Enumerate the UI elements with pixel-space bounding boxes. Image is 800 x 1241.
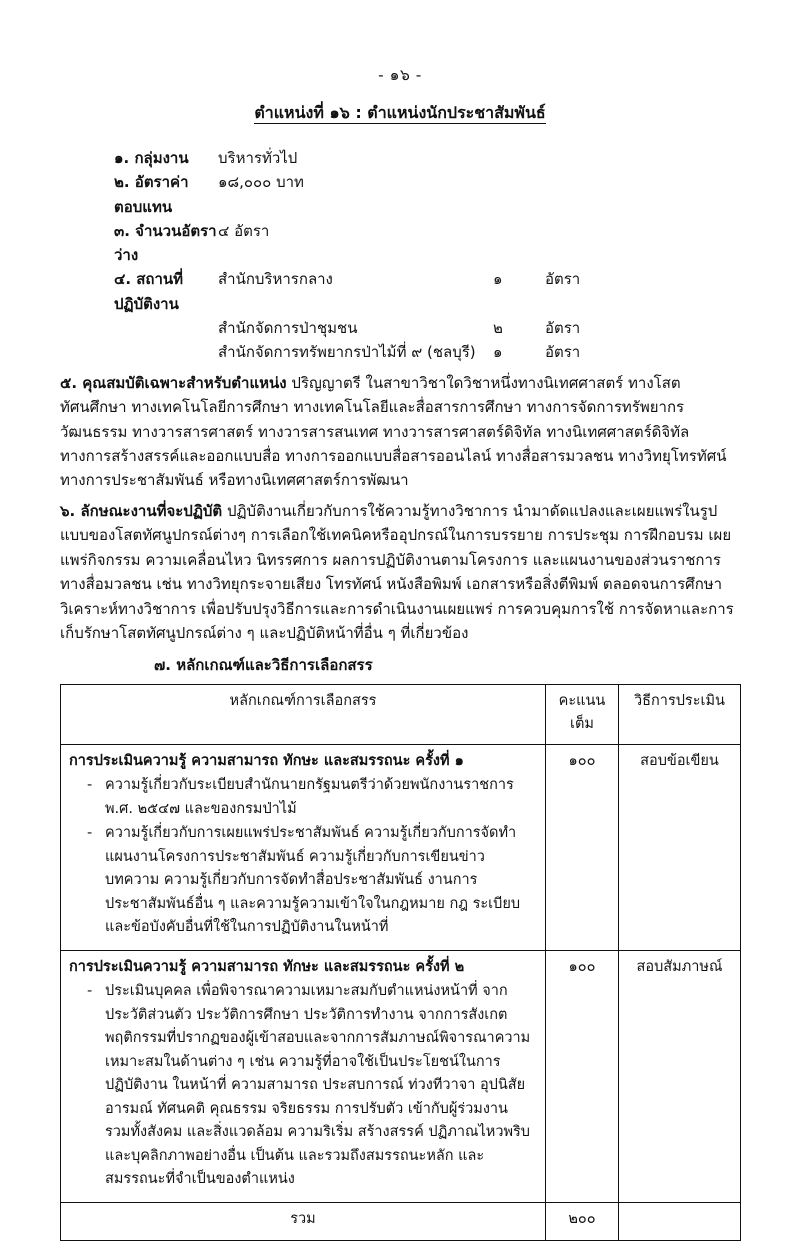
criteria-cell	[61, 744, 546, 950]
workplace-name: สำนักจัดการทรัพยากรป่าไม้ที่ ๙ (ชลบุรี)	[218, 343, 476, 362]
field-label-salary: ๒. อัตราค่าตอบแทน	[114, 173, 189, 216]
workplace-unit: อัตรา	[545, 319, 581, 338]
workplace-unit: อัตรา	[545, 270, 581, 289]
list-item-text: ประเมินบุคคล เพื่อพิจารณาความเหมาะสมกับตำแหน่งหน้าที่ จากประวัติส่วนตัว ประวัติการศึกษา ประวัติการทำงาน จากการสังเกตพฤติกรรมที่ปรากฏของผู้เข้าสอบและจากการสัมภาษณ์พิจารณาความเหมาะสมในด้านต่าง ๆ เช่น ความรู้ที่อาจใช้เป็นประโยชน์ในการปฏิบัติงาน ในหน้าที่ ความสามารถ ประสบการณ์ ท่วงทีวาจา อุปนิสัย อารมณ์ ทัศนคติ คุณธรรม จริยธรรม การปรับตัว เข้ากับผู้ร่วมงาน รวมทั้งสังคม และสิ่งแวดล้อม ความริเริ่ม สร้างสรรค์ ปฏิภาณไหวพริบ และบุคลิกภาพอย่างอื่น เป็นต้น และรวมถึงสมรรถนะหลัก และสมรรถนะที่จำเป็นของตำแหน่ง	[105, 983, 531, 1188]
workplace-count: ๑	[493, 343, 503, 362]
field-row	[60, 146, 740, 170]
section-qualifications	[60, 371, 740, 493]
criteria-title: การประเมินความรู้ ความสามารถ ทักษะ และสมรรถนะ ครั้งที่ ๑	[69, 752, 464, 769]
list-item	[69, 822, 537, 939]
field-value-salary: ๑๘,๐๐๐ บาท	[218, 173, 304, 192]
field-label-workplace: ๔. สถานที่ปฏิบัติงาน	[114, 270, 184, 313]
workplace-unit: อัตรา	[545, 343, 581, 362]
list-item-text: ความรู้เกี่ยวกับการเผยแพร่ประชาสัมพันธ์ ความรู้เกี่ยวกับการจัดทำแผนงานโครงการประชาสัมพันธ์ ความรู้เกี่ยวกับการเขียนข่าว บทความ ความรู้เกี่ยวกับการจัดทำสื่อประชาสัมพันธ์ งานการประชาสัมพันธ์อื่น ๆ และความรู้ความเข้าใจในกฎหมาย กฎ ระเบียบ และข้อบังคับอื่นที่ใช้ในการปฏิบัติงานในหน้าที่	[105, 825, 521, 936]
workplace-count: ๑	[493, 270, 503, 289]
list-item-text: ความรู้เกี่ยวกับระเบียบสำนักนายกรัฐมนตรีว่าด้วยพนักงานราชการ พ.ศ. ๒๕๔๗ และของกรมป่าไม้	[105, 777, 514, 817]
total-method	[619, 1202, 741, 1240]
method-cell: สอบข้อเขียน	[619, 744, 741, 950]
column-header-method: วิธีการประเมิน	[619, 684, 741, 744]
criteria-cell	[61, 950, 546, 1202]
section-qualifications-heading: ๕. คุณสมบัติเฉพาะสำหรับตำแหน่ง	[60, 373, 287, 392]
field-row-workplace	[60, 267, 740, 316]
section-qualifications-body: ปริญญาตรี ในสาขาวิชาใดวิชาหนึ่งทางนิเทศศาสตร์ ทางโสตทัศนศึกษา ทางเทคโนโลยีการศึกษา ทางเทคโนโลยีและสื่อสารการศึกษา ทางการจัดการทรัพยากรวัฒนธรรม ทางวารสารศาสตร์ ทางวารสารสนเทศ ทางวารสารศาสตร์ดิจิทัล ทางนิเทศศาสตร์ดิจิทัล ทางการสร้างสรรค์และออกแบบสื่อ ทางการออกแบบสื่อสารออนไลน์ ทางสื่อสารมวลชน ทางวิทยุโทรทัศน์ ทางการประชาสัมพันธ์ หรือทางนิเทศศาสตร์การพัฒนา	[60, 373, 727, 490]
page-title	[60, 101, 740, 126]
table-header-row	[61, 684, 741, 744]
field-label-group: ๑. กลุ่มงาน	[114, 149, 189, 167]
page-number: - ๑๖ -	[378, 66, 422, 84]
dash-icon: -	[87, 825, 93, 842]
table-row	[61, 744, 741, 950]
score-cell: ๑๐๐	[546, 950, 619, 1202]
section-selection-heading: ๗. หลักเกณฑ์และวิธีการเลือกสรร	[154, 656, 373, 675]
workplace-row	[60, 316, 740, 340]
criteria-title: การประเมินความรู้ ความสามารถ ทักษะ และสมรรถนะ ครั้งที่ ๒	[69, 958, 465, 975]
workplace-name: สำนักบริหารกลาง	[218, 270, 333, 289]
position-fields	[60, 146, 740, 365]
total-label: รวม	[61, 1202, 546, 1240]
list-item	[69, 980, 537, 1191]
workplace-row	[60, 340, 740, 364]
table-row	[61, 950, 741, 1202]
field-value-group: บริหารทั่วไป	[218, 149, 298, 167]
score-cell: ๑๐๐	[546, 744, 619, 950]
workplace-name: สำนักจัดการป่าชุมชน	[218, 319, 358, 338]
dash-icon: -	[87, 777, 93, 794]
criteria-bullet-list	[69, 774, 537, 939]
section-job-description-heading: ๖. ลักษณะงานที่จะปฏิบัติ	[60, 501, 223, 520]
list-item	[69, 774, 537, 821]
field-row	[60, 170, 740, 219]
criteria-bullet-list	[69, 980, 537, 1191]
method-cell: สอบสัมภาษณ์	[619, 950, 741, 1202]
field-row	[60, 219, 740, 268]
selection-criteria-table	[60, 684, 741, 1241]
table-total-row	[61, 1202, 741, 1240]
workplace-count: ๒	[493, 319, 503, 338]
section-job-description-body: ปฏิบัติงานเกี่ยวกับการใช้ความรู้ทางวิชาการ นำมาดัดแปลงและเผยแพร่ในรูปแบบของโสตทัศนูปกรณ์ต่างๆ การเลือกใช้เทคนิคหรืออุปกรณ์ในการบรรยาย การประชุม การฝึกอบรม เผยแพร่กิจกรรม ความเคลื่อนไหว นิทรรศการ ผลการปฏิบัติงานตามโครงการ และแผนงานของส่วนราชการทางสื่อมวลชน เช่น ทางวิทยุกระจายเสียง โทรทัศน์ หนังสือพิมพ์ เอกสารหรือสิ่งตีพิมพ์ ตลอดจนการศึกษาวิเคราะห์ทางวิชาการ เพื่อปรับปรุงวิธีการและการดำเนินงานเผยแพร่ การควบคุมการใช้ การจัดหาและการเก็บรักษาโสตทัศนูปกรณ์ต่าง ๆ และปฏิบัติหน้าที่อื่น ๆ ที่เกี่ยวข้อง	[60, 501, 734, 643]
dash-icon: -	[87, 983, 93, 1000]
column-header-score: คะแนนเต็ม	[546, 684, 619, 744]
column-header-criteria: หลักเกณฑ์การเลือกสรร	[61, 684, 546, 744]
section-job-description	[60, 499, 740, 646]
total-score: ๒๐๐	[546, 1202, 619, 1240]
page-title-text: ตำแหน่งที่ ๑๖ : ตำแหน่งนักประชาสัมพันธ์	[254, 103, 546, 122]
field-value-vacancies: ๔ อัตรา	[218, 221, 270, 240]
field-label-vacancies: ๓. จำนวนอัตราว่าง	[114, 221, 217, 265]
